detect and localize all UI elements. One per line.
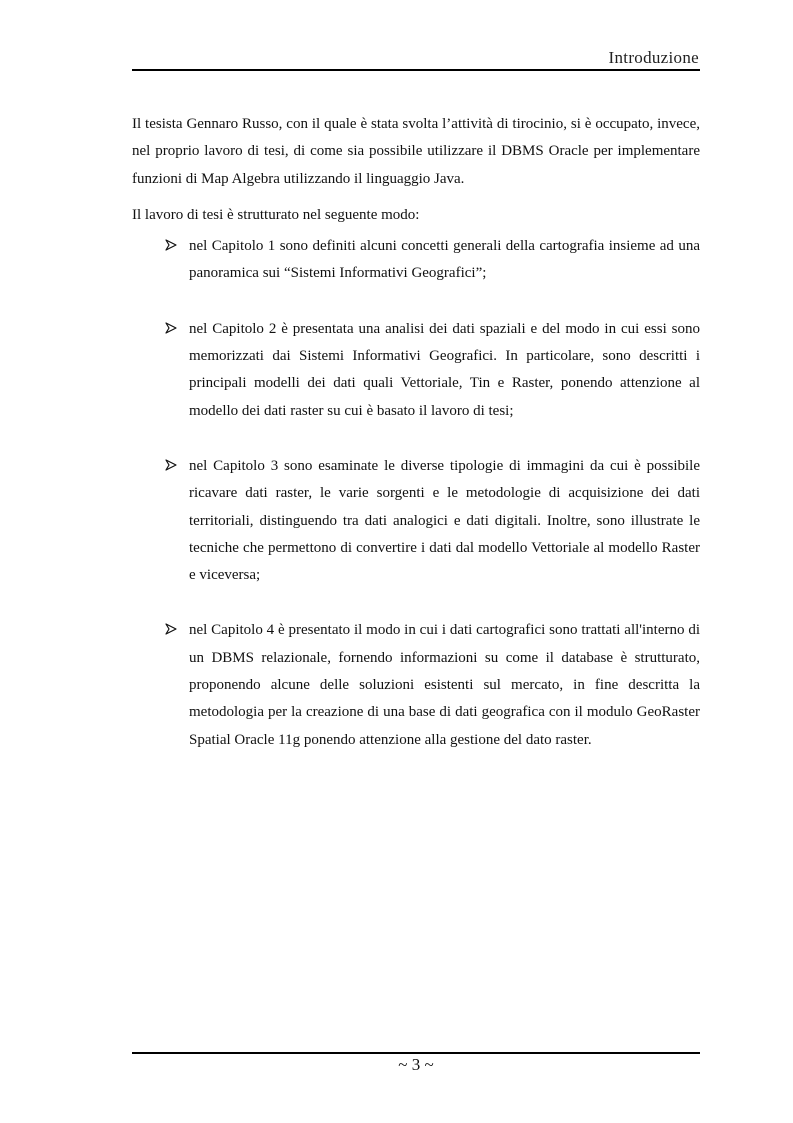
arrowhead-bullet-icon [165,239,177,251]
list-item-text: nel Capitolo 3 sono esaminate le diverse tipologie di immagini da cui è possibile ricavare dati raster, le varie sorgenti e le metodologie di acquisizione dei dati territoriali, distinguendo tra dati analogici e dati digitali. Inoltre, sono illustrate le tecniche che permettono di convertire i dati dal modello Vettoriale al modello Raster e viceversa; [189,457,700,584]
list-item-chapter-1 [132,233,700,288]
list-item-chapter-3 [132,453,700,589]
arrowhead-bullet-icon [165,459,177,471]
arrowhead-bullet-icon [165,623,177,635]
page-header-title: Introduzione [608,48,699,67]
list-item-text: nel Capitolo 4 è presentato il modo in cui i dati cartografici sono trattati all'interno di un DBMS relazionale, fornendo informazioni su come il database è strutturato, proponendo alcune delle soluzioni esistenti sul mercato, in fine descritta la metodologia per la creazione di una base di dati geografica con il modulo GeoRaster Spatial Oracle 11g ponendo attenzione alla gestione del dato raster. [189,622,700,748]
list-item-chapter-2 [132,316,700,425]
arrowhead-bullet-icon [165,322,177,334]
list-item-text: nel Capitolo 2 è presentata una analisi dei dati spaziali e del modo in cui essi sono memorizzati dai Sistemi Informativi Geografici. In particolare, sono descritti i principali modelli dei dati quali Vettoriale, Tin e Raster, ponendo attenzione al modello dei dati raster su cui è basato il lavoro di tesi; [189,320,700,419]
chapter-list [132,233,700,754]
structure-intro: Il lavoro di tesi è strutturato nel seguente modo: [132,206,420,223]
page-number: ~ 3 ~ [398,1055,434,1074]
intro-paragraph: Il tesista Gennaro Russo, con il quale è stata svolta l’attività di tirocinio, si è occupato, invece, nel proprio lavoro di tesi, di come sia possibile utilizzare il DBMS Oracle per implementare funzioni di Map Algebra utilizzando il linguaggio Java. [132,116,700,187]
header-rule [132,69,700,71]
page-body [132,111,700,782]
list-item-chapter-4 [132,617,700,753]
footer-rule [132,1052,700,1054]
list-item-text: nel Capitolo 1 sono definiti alcuni concetti generali della cartografia insieme ad una panoramica sui “Sistemi Informativi Geografici”; [189,238,700,282]
